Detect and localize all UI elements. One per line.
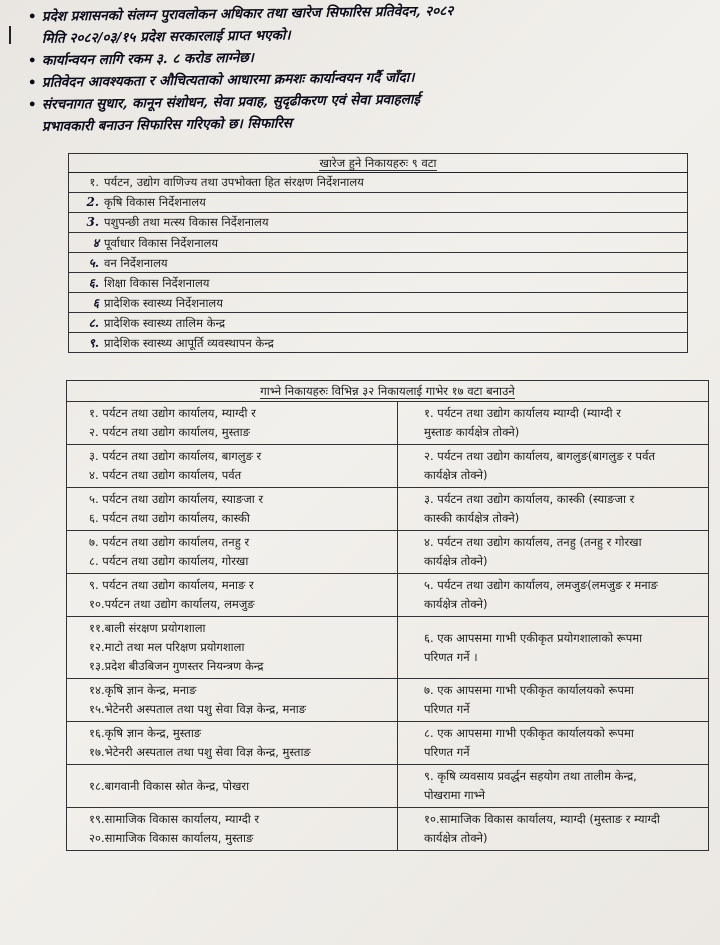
cell-line: १. पर्यटन तथा उद्योग कार्यालय म्याग्दी (म्याग्दी र — [424, 406, 622, 420]
cell-line: ११.बाली संरक्षण प्रयोगशाला — [89, 621, 206, 635]
cell-line: ५. पर्यटन तथा उद्योग कार्यालय, लमजुङ(लमजुङ र मनाङ — [424, 578, 658, 592]
note-text: प्रभावकारी बनाउन सिफारिस गरिएको छ। सिफारिस — [41, 115, 293, 135]
body-name: प्रादेशिक स्वास्थ्य निर्देशनालय — [104, 296, 223, 310]
cell-line: ९. कृषि व्यवसाय प्रवर्द्धन सहयोग तथा तालीम केन्द्र, — [424, 769, 637, 783]
cell-line: १२.माटो तथा मल परिक्षण प्रयोगशाला — [89, 640, 245, 654]
note-text: संरचनागत सुधार, कानून संशोधन, सेवा प्रवाह, सुदृढीकरण एवं सेवा प्रवाहलाई — [41, 91, 421, 113]
cell-line: पोखरामा गाभ्ने — [424, 788, 485, 802]
cell-line: १०.सामाजिक विकास कार्यालय, म्याग्दी (मुस्ताङ र म्याग्दी — [424, 812, 660, 826]
bullet-mark: • — [27, 74, 37, 91]
row-number: ८. — [88, 316, 99, 330]
existing-bodies-cell — [67, 402, 398, 445]
cell-line: २. पर्यटन तथा उद्योग कार्यालय, बागलुङ(बागलुङ र पर्वत — [424, 449, 656, 463]
cell-line: ४. पर्यटन तथा उद्योग कार्यालय, तनहु (तनहु र गोरखा — [424, 535, 642, 549]
existing-bodies-cell — [67, 617, 398, 679]
existing-bodies-cell — [67, 574, 398, 617]
cell-line: १७.भेटेनरी अस्पताल तथा पशु सेवा विज्ञ केन्द्र, मुस्ताङ — [89, 745, 311, 759]
cell-line: १९.सामाजिक विकास कार्यालय, म्याग्दी र — [89, 812, 260, 826]
row-number: ४ — [92, 236, 99, 250]
merged-result-cell — [398, 445, 709, 488]
merged-result-cell — [398, 765, 709, 808]
merged-result-cell — [398, 617, 709, 679]
cell-line: १८.बागवानी विकास स्रोत केन्द्र, पोखरा — [89, 778, 250, 793]
cell-line: २०.सामाजिक विकास कार्यालय, मुस्ताङ — [89, 831, 254, 845]
table-row — [69, 273, 688, 293]
row-number: १. — [89, 175, 99, 189]
cell-line: ७. पर्यटन तथा उद्योग कार्यालय, तनहु र — [89, 535, 250, 549]
cell-line: १४.कृषि ज्ञान केन्द्र, मनाङ — [89, 683, 197, 697]
merged-result-cell — [398, 531, 709, 574]
cell-line: ९. पर्यटन तथा उद्योग कार्यालय, मनाङ र — [89, 578, 254, 592]
existing-bodies-cell — [67, 765, 398, 808]
row-number: ९. — [88, 336, 99, 350]
cell-line: ५. पर्यटन तथा उद्योग कार्यालय, स्याङजा र — [89, 492, 264, 506]
abolished-bodies-table — [68, 153, 688, 353]
table-row — [69, 193, 688, 213]
cell-line: कार्यक्षेत्र तोक्ने) — [424, 831, 488, 845]
table-row — [67, 531, 709, 574]
body-name: पूर्वाधार विकास निर्देशनालय — [104, 236, 219, 250]
table-row — [67, 722, 709, 765]
cell-line: ८. एक आपसमा गाभी एकीकृत कार्यालयको रूपमा — [424, 726, 634, 740]
cell-line: १५.भेटेनरी अस्पताल तथा पशु सेवा विज्ञ केन्द्र, मनाङ — [89, 702, 307, 716]
merged-bodies-table — [66, 380, 709, 851]
table-row — [69, 293, 688, 313]
merged-result-cell — [398, 722, 709, 765]
body-name: पशुपन्छी तथा मत्स्य विकास निर्देशनालय — [104, 215, 269, 229]
merged-bodies-heading: गाभ्ने निकायहरुः विभिन्न ३२ निकायलाई गाभेर १७ वटा बनाउने — [260, 383, 515, 398]
row-number: ५. — [88, 256, 99, 270]
cell-line: मुस्ताङ कार्यक्षेत्र तोक्ने) — [424, 425, 520, 439]
merged-result-cell — [398, 402, 709, 445]
row-number: ६ — [92, 296, 99, 310]
body-name: शिक्षा विकास निर्देशनालय — [104, 276, 210, 290]
cell-line: १३.प्रदेश बीउबिजन गुणस्तर नियन्त्रण केन्द्र — [89, 659, 264, 673]
bullet-mark: • — [27, 96, 37, 113]
table-row — [69, 173, 688, 193]
table-row — [69, 333, 688, 353]
merged-result-cell — [398, 679, 709, 722]
cell-line: कास्की कार्यक्षेत्र तोक्ने) — [424, 511, 520, 525]
table-header-row — [69, 154, 688, 173]
cell-line: ७. एक आपसमा गाभी एकीकृत कार्यालयको रूपमा — [424, 683, 634, 697]
existing-bodies-cell — [67, 531, 398, 574]
cell-line: १६.कृषि ज्ञान केन्द्र, मुस्ताङ — [89, 726, 202, 740]
existing-bodies-cell — [67, 445, 398, 488]
body-name: प्रादेशिक स्वास्थ्य आपूर्ति व्यवस्थापन केन्द्र — [104, 336, 274, 350]
cell-line: ४. पर्यटन तथा उद्योग कार्यालय, पर्वत — [89, 468, 242, 482]
existing-bodies-cell — [67, 488, 398, 531]
cell-line: कार्यक्षेत्र तोक्ने) — [424, 468, 488, 482]
table-row — [67, 679, 709, 722]
row-number: ६. — [88, 276, 99, 290]
body-name: पर्यटन, उद्योग वाणिज्य तथा उपभोक्ता हित संरक्षण निर्देशनालय — [104, 175, 364, 189]
table-row — [67, 765, 709, 808]
merged-result-cell — [398, 488, 709, 531]
table-header-row — [67, 381, 709, 402]
table-row — [67, 488, 709, 531]
cell-line: परिणत गर्ने — [424, 745, 470, 759]
table-row — [69, 253, 688, 273]
table-row — [67, 617, 709, 679]
note-text: प्रतिवेदन आवश्यकता र औचित्यताको आधारमा क्रमशः कार्यान्वयन गर्दै जाँदा। — [41, 69, 415, 91]
table-row — [69, 313, 688, 333]
table-row — [69, 233, 688, 253]
cell-line: २. पर्यटन तथा उद्योग कार्यालय, मुस्ताङ — [89, 425, 250, 439]
existing-bodies-cell — [67, 722, 398, 765]
cell-line: कार्यक्षेत्र तोक्ने) — [424, 597, 488, 611]
table-row — [67, 445, 709, 488]
table-row — [69, 213, 688, 233]
note-text: मिति २०८२/०३/१५ प्रदेश सरकारलाई प्राप्त भएको। — [41, 27, 291, 47]
note-text: कार्यान्वयन लागि रकम ३. ८ करोड लाग्नेछ। — [41, 49, 254, 69]
table-row — [67, 574, 709, 617]
cell-line: परिणत गर्ने । — [424, 649, 478, 664]
handwritten-notes — [27, 3, 708, 138]
cell-line: ६. पर्यटन तथा उद्योग कार्यालय, कास्की — [89, 511, 250, 525]
row-number: 2. — [86, 195, 99, 209]
cell-line: ८. पर्यटन तथा उद्योग कार्यालय, गोरखा — [89, 554, 249, 568]
body-name: प्रादेशिक स्वास्थ्य तालिम केन्द्र — [104, 316, 226, 330]
bullet-mark: • — [27, 8, 37, 25]
abolished-bodies-heading: खारेज हुने निकायहरुः ९ वटा — [319, 155, 437, 170]
body-name: वन निर्देशनालय — [104, 256, 168, 270]
cell-line: ६. एक आपसमा गाभी एकीकृत प्रयोगशालाको रूपमा — [424, 630, 643, 645]
body-name: कृषि विकास निर्देशनालय — [104, 195, 206, 209]
merged-result-cell — [398, 574, 709, 617]
cell-line: १. पर्यटन तथा उद्योग कार्यालय, म्याग्दी र — [89, 406, 256, 420]
row-number: 3. — [86, 215, 99, 229]
bullet-mark: • — [27, 52, 37, 69]
cell-line: परिणत गर्ने — [424, 702, 470, 716]
table-row — [67, 808, 709, 851]
cell-line: ३. पर्यटन तथा उद्योग कार्यालय, बागलुङ र — [89, 449, 262, 463]
cell-line: ३. पर्यटन तथा उद्योग कार्यालय, कास्की (स्याङजा र — [424, 492, 635, 506]
existing-bodies-cell — [67, 808, 398, 851]
note-text: प्रदेश प्रशासनको संलग्न पुरावलोकन अधिकार तथा खारेज सिफारिस प्रतिवेदन, २०८२ — [41, 3, 454, 25]
merged-result-cell — [398, 808, 709, 851]
table-row — [67, 402, 709, 445]
margin-mark — [9, 26, 11, 44]
cell-line: कार्यक्षेत्र तोक्ने) — [424, 554, 488, 568]
existing-bodies-cell — [67, 679, 398, 722]
cell-line: १०.पर्यटन तथा उद्योग कार्यालय, लमजुङ — [89, 597, 255, 611]
